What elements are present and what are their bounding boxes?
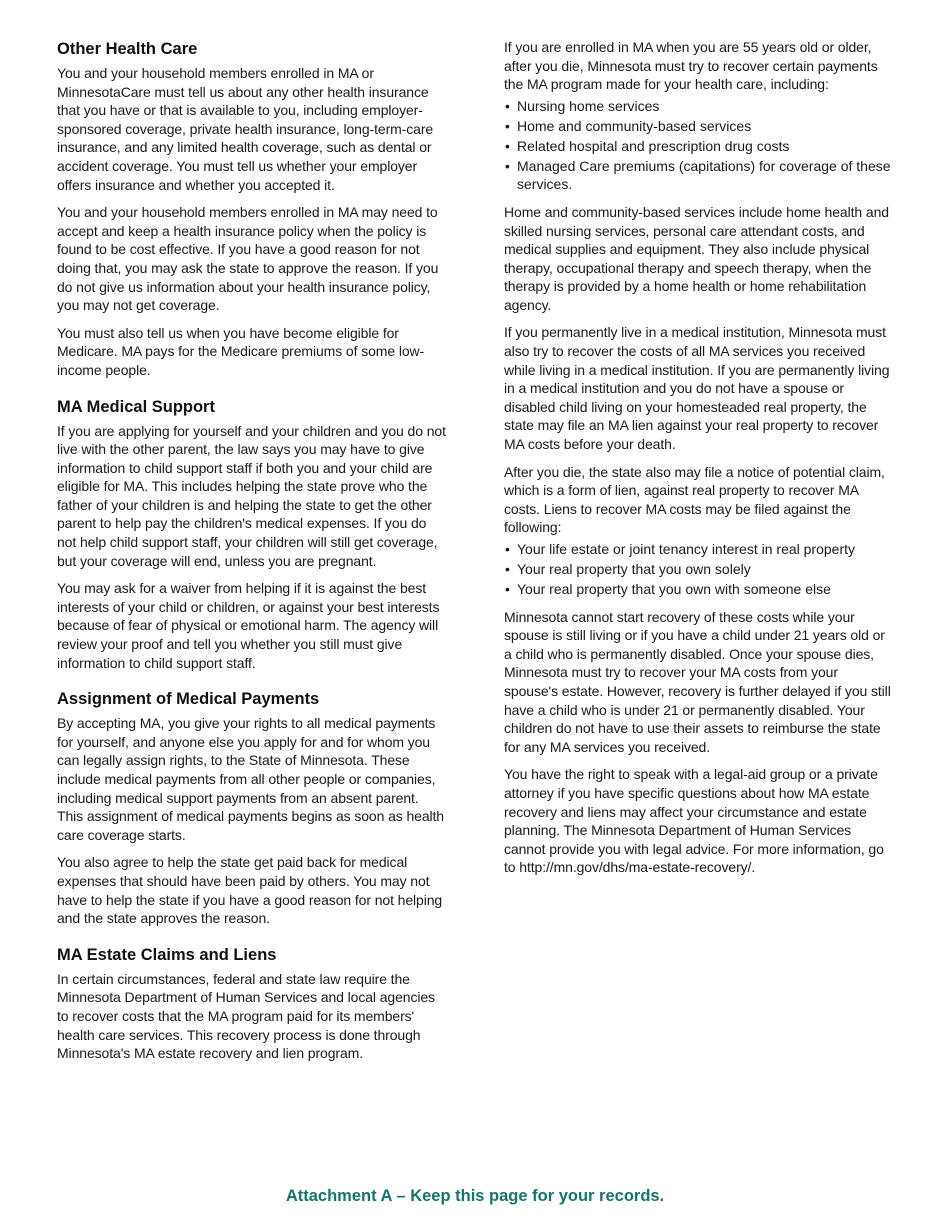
section-heading: MA Medical Support bbox=[57, 397, 215, 416]
section-heading: Other Health Care bbox=[57, 40, 198, 58]
paragraph: Minnesota cannot start recovery of these costs while your spouse is still living or if you have a child under 21 years old or a child who is permanently disabled. Once your spouse dies, Minnesota must try to recover your MA costs from your spouse's estate. However, recovery is further delayed if you still have a child who is under 21 or permanently disabled. Your children do not have to use their assets to reimburse the state for any MA services you received. bbox=[504, 608, 891, 755]
paragraph: You and your household members enrolled in MA may need to accept and keep a health insurance policy when the policy is found to be cost effective. If you have a good reason for not doing that, you may ask the state to approve the reason. If you do not give us information about your health insurance policy, you may not get coverage. bbox=[57, 204, 439, 314]
section-other-health-care bbox=[57, 38, 447, 380]
list-item: • Your real property that you own solely bbox=[505, 561, 751, 577]
list-item: • Your real property that you own with someone else bbox=[505, 580, 831, 597]
section-heading: Assignment of Medical Payments bbox=[57, 690, 320, 709]
paragraph: If you are applying for yourself and your children and you do not live with the other parent, the law says you may have to give information to child support staff if both you and your child are eligible for MA. This includes helping the state prove who the father of your children is and helping the state to get the other parent to help pay the children's medical expenses. If you do not help child support staff, your children will still get coverage, but your coverage will end, unless you are pregnant. bbox=[57, 422, 446, 569]
section-assignment-of-medical-payments bbox=[57, 688, 447, 928]
section-ma-medical-support bbox=[57, 396, 447, 673]
bullet-icon: • bbox=[505, 137, 510, 154]
recovery-items-list bbox=[504, 97, 894, 194]
paragraph: You have the right to speak with a legal-aid group or a private attorney if you have specific questions about how MA estate recovery and liens may affect your circumstance and estate planning. The Minnesota Department of Human Services cannot provide you with legal advice. For more information, go to http://mn.gov/dhs/ma-estate-recovery/. bbox=[504, 766, 884, 876]
paragraph: In certain circumstances, federal and state law require the Minnesota Department of Human Services and local agencies to recover costs that the MA program paid for its members' health care services. This recovery process is done through Minnesota's MA estate recovery and lien program. bbox=[57, 970, 435, 1062]
paragraph: You also agree to help the state get paid back for medical expenses that should have been paid by others. You may not have to help the state if you have a good reason for not helping and the state approves the reason. bbox=[57, 854, 443, 927]
list-item: • Managed Care premiums (capitations) for coverage of these services. bbox=[505, 157, 891, 193]
lien-items-list bbox=[504, 540, 894, 599]
paragraph: By accepting MA, you give your rights to all medical payments for yourself, and anyone else you apply for and for whom you can legally assign rights, to the State of Minnesota. These include medical payments from all other people or companies, including medical support payments from an absent parent. This assignment of medical payments begins as soon as health care coverage starts. bbox=[57, 715, 444, 843]
list-item: • Home and community-based services bbox=[505, 117, 752, 134]
bullet-icon: • bbox=[505, 157, 510, 174]
paragraph: Home and community-based services include home health and skilled nursing services, personal care attendant costs, and medical supplies and equipment. They also include physical therapy, occupational therapy and speech therapy, when the therapy is provided by a home health or home rehabilitation agency. bbox=[504, 203, 889, 313]
right-column bbox=[504, 38, 894, 886]
bullet-icon: • bbox=[505, 580, 510, 597]
bullet-icon: • bbox=[505, 561, 510, 577]
bullet-icon: • bbox=[505, 541, 510, 558]
list-item: • Related hospital and prescription drug costs bbox=[505, 137, 790, 154]
paragraph: If you are enrolled in MA when you are 55 years old or older, after you die, Minnesota must try to recover certain payments the MA program made for your health care, including: bbox=[504, 39, 878, 93]
section-ma-estate-claims bbox=[57, 944, 447, 1063]
paragraph: You must also tell us when you have become eligible for Medicare. MA pays for the Medicare premiums of some low-income people. bbox=[57, 324, 425, 378]
section-heading: MA Estate Claims and Liens bbox=[57, 945, 277, 964]
bullet-icon: • bbox=[505, 97, 510, 114]
paragraph: You and your household members enrolled in MA or MinnesotaCare must tell us about any other health insurance that you have or that is available to you, including employer-sponsored coverage, private health insurance, long-term-care insurance, and any limited health coverage, such as dental or accident coverage. You must tell us whether your employer offers insurance and whether you accepted it. bbox=[57, 65, 434, 193]
paragraph: If you permanently live in a medical institution, Minnesota must also try to recover the costs of all MA services you received while living in a medical institution. If you are permanently living in a medical institution and you do not have a spouse or disabled child living on your homesteaded real property, the state may file an MA lien against your real property to recover MA costs before your death. bbox=[504, 324, 890, 453]
list-item: • Nursing home services bbox=[505, 97, 660, 114]
left-column bbox=[57, 38, 447, 1079]
list-item: • Your life estate or joint tenancy interest in real property bbox=[505, 541, 856, 558]
footer-attachment-note: Attachment A – Keep this page for your records. bbox=[285, 1187, 665, 1205]
paragraph: You may ask for a waiver from helping if it is against the best interests of your child or children, or against your best interests because of fear of physical or emotional harm. The agency will review your proof and tell you whether you still must give information to child support staff. bbox=[57, 580, 440, 671]
bullet-icon: • bbox=[505, 117, 510, 134]
paragraph: After you die, the state also may file a notice of potential claim, which is a form of lien, against real property to recover MA costs. Liens to recover MA costs may be filed against the following: bbox=[504, 463, 885, 536]
